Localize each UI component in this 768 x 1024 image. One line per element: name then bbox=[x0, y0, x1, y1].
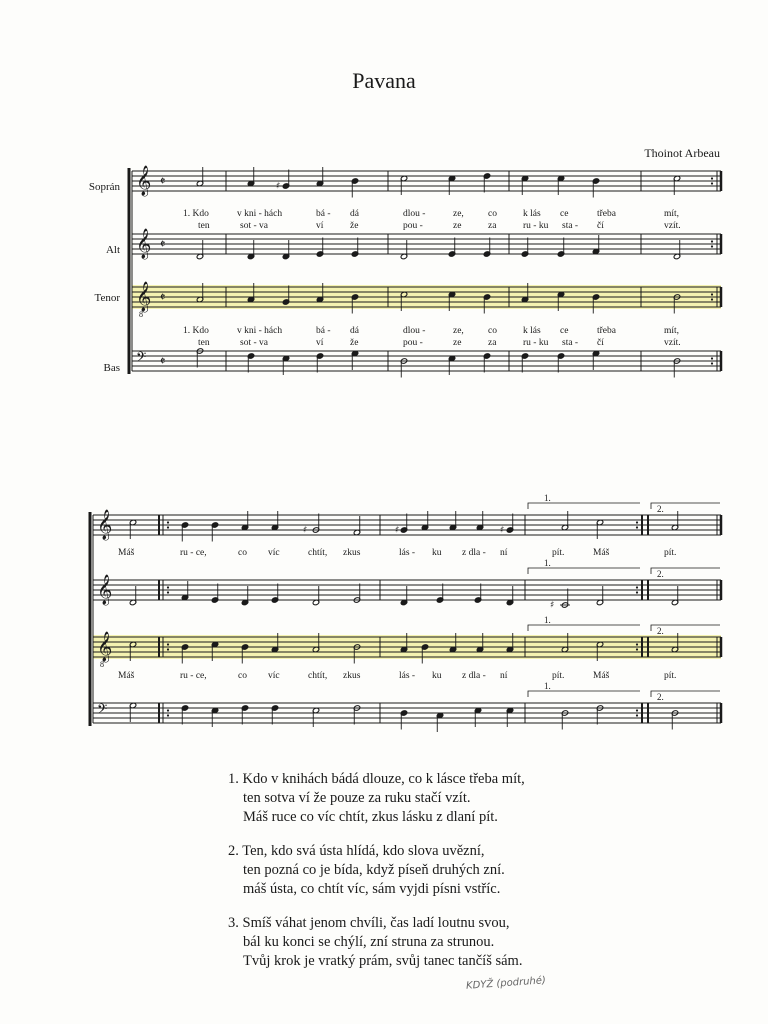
sharp-icon: ♯ bbox=[395, 525, 400, 536]
volta-label: 1. bbox=[544, 493, 551, 503]
lyric-syllable: sta - bbox=[562, 338, 579, 348]
lyric-syllable: že bbox=[350, 338, 359, 348]
verse-number: 3. bbox=[228, 915, 239, 931]
alto-note bbox=[282, 240, 289, 260]
alto-note bbox=[271, 584, 278, 604]
sharp-icon: ♯ bbox=[276, 181, 281, 192]
volta-bracket-1 bbox=[528, 691, 640, 697]
alto-note bbox=[596, 586, 603, 606]
soprano-note bbox=[421, 511, 428, 531]
soprano-note bbox=[129, 519, 136, 539]
lyric-syllable: čí bbox=[597, 338, 604, 348]
lyric-syllable: co bbox=[488, 326, 497, 336]
lyric-syllable: dlou - bbox=[403, 326, 426, 336]
tenor-clef-icon: 𝄞 bbox=[136, 282, 152, 312]
repeat-dot bbox=[636, 709, 638, 711]
treble-clef-icon: 𝄞 bbox=[136, 229, 152, 259]
alto-note bbox=[673, 240, 680, 260]
lyric-syllable: pít. bbox=[664, 671, 677, 681]
repeat-dot bbox=[167, 709, 169, 711]
lyric-syllable: vzít. bbox=[664, 338, 681, 348]
volta-label: 1. bbox=[544, 615, 551, 625]
repeat-dot bbox=[711, 293, 713, 295]
soprano-note bbox=[241, 511, 248, 531]
alto-note bbox=[483, 238, 490, 258]
alto-note bbox=[241, 586, 248, 606]
bass-note bbox=[316, 353, 323, 373]
alto-note bbox=[211, 584, 218, 604]
bass-note bbox=[211, 707, 218, 727]
repeat-dot bbox=[711, 362, 713, 364]
bass-note bbox=[312, 707, 319, 727]
verse-line: ten pozná co je bída, když píseň druhých zní. bbox=[243, 862, 505, 878]
volta-bracket-1 bbox=[528, 503, 640, 509]
soprano-note bbox=[506, 514, 513, 534]
lyric-syllable: co bbox=[238, 548, 247, 558]
voice-label-alto: Alt bbox=[105, 244, 120, 256]
lyric-syllable: co bbox=[488, 209, 497, 219]
lyric-syllable: ru - ce, bbox=[180, 671, 207, 681]
soprano-note bbox=[476, 511, 483, 531]
voice-label-bass: Bas bbox=[103, 362, 120, 374]
lyric-syllable: pít. bbox=[664, 548, 677, 558]
soprano-note bbox=[673, 175, 680, 195]
alto-note bbox=[474, 584, 481, 604]
repeat-dot bbox=[167, 591, 169, 593]
tenor-clef-icon: 𝄞 bbox=[97, 632, 113, 662]
time-signature-icon: 𝄵 bbox=[160, 174, 166, 188]
staff-system1-alto bbox=[132, 234, 721, 254]
verse-line: Smíš váhat jenom chvíli, čas ladí loutnu svou, bbox=[242, 915, 510, 931]
lyric-syllable: za bbox=[488, 338, 497, 348]
lyric-syllable: sot - va bbox=[240, 221, 268, 231]
lyric-syllable: lás - bbox=[399, 671, 416, 681]
lyric-syllable: ní bbox=[500, 671, 508, 681]
lyric-syllable: dá bbox=[350, 209, 359, 219]
lyric-syllable: 1. Kdo bbox=[183, 326, 209, 336]
verse-3 bbox=[228, 914, 525, 971]
verse-number: 2. bbox=[228, 843, 239, 859]
soprano-note bbox=[247, 167, 254, 187]
page-title: Pavana bbox=[352, 68, 416, 93]
soprano-note bbox=[400, 514, 407, 534]
verse-number: 1. bbox=[228, 771, 239, 787]
staff-system1-tenor bbox=[132, 285, 721, 309]
soprano-note bbox=[271, 511, 278, 531]
lyric-syllable: lás - bbox=[399, 548, 416, 558]
bass-note bbox=[241, 705, 248, 725]
lyric-syllable: k lás bbox=[523, 209, 541, 219]
octave-mark: 8 bbox=[139, 310, 143, 319]
bass-note bbox=[436, 712, 443, 732]
handwritten-note: KDYŽ (podruhé) bbox=[465, 975, 547, 992]
alto-note bbox=[671, 586, 678, 606]
soprano-note bbox=[448, 175, 455, 195]
repeat-dot bbox=[711, 245, 713, 247]
verse-line: máš ústa, co chtít víc, sám vyjdi písni vstříc. bbox=[243, 881, 501, 897]
soprano-note bbox=[671, 511, 678, 531]
verse-line: Máš ruce co víc chtít, zkus lásku z dlaní pít. bbox=[243, 809, 498, 825]
treble-clef-icon: 𝄞 bbox=[136, 166, 152, 196]
bass-note bbox=[247, 353, 254, 373]
soprano-note bbox=[483, 173, 490, 193]
lyric-syllable: sta - bbox=[562, 221, 579, 231]
lyric-syllable: chtít, bbox=[308, 548, 328, 558]
lyric-syllable: ten bbox=[198, 338, 210, 348]
lyric-syllable: k lás bbox=[523, 326, 541, 336]
repeat-dot bbox=[167, 521, 169, 523]
bass-note bbox=[474, 707, 481, 727]
lyric-syllable: zkus bbox=[343, 548, 361, 558]
soprano-note bbox=[561, 511, 568, 531]
bass-clef-icon: 𝄢 bbox=[136, 349, 147, 368]
soprano-note bbox=[351, 178, 358, 198]
lyric-syllable: za bbox=[488, 221, 497, 231]
alto-note bbox=[448, 238, 455, 258]
voice-label-tenor: Tenor bbox=[94, 292, 120, 304]
repeat-dot bbox=[636, 526, 638, 528]
lyric-syllable: v kni - hách bbox=[237, 326, 283, 336]
repeat-dot bbox=[711, 182, 713, 184]
soprano-note bbox=[181, 522, 188, 542]
lyric-syllable: ru - ce, bbox=[180, 548, 207, 558]
soprano-note bbox=[596, 519, 603, 539]
repeat-dot bbox=[167, 526, 169, 528]
alto-note bbox=[436, 584, 443, 604]
lyric-syllable: vzít. bbox=[664, 221, 681, 231]
volta-label: 2. bbox=[657, 626, 664, 636]
time-signature-icon: 𝄵 bbox=[160, 354, 166, 368]
repeat-dot bbox=[636, 521, 638, 523]
lyric-syllable: ten bbox=[198, 221, 210, 231]
lyric-syllable: ce bbox=[560, 326, 569, 336]
repeat-dot bbox=[167, 714, 169, 716]
lyric-syllable: víc bbox=[268, 671, 280, 681]
lyric-syllable: 1. Kdo bbox=[183, 209, 209, 219]
volta-bracket-1 bbox=[528, 568, 640, 574]
lyric-syllable: ru - ku bbox=[523, 221, 549, 231]
repeat-dot bbox=[636, 643, 638, 645]
lyric-syllable: ku bbox=[432, 671, 442, 681]
bass-note bbox=[506, 707, 513, 727]
treble-clef-icon: 𝄞 bbox=[97, 575, 113, 605]
lyric-syllable: Máš bbox=[118, 671, 135, 681]
alto-note bbox=[506, 586, 513, 606]
soprano-note bbox=[521, 175, 528, 195]
verse-line: bál ku konci se chýlí, zní struna za strunou. bbox=[243, 934, 495, 950]
repeat-dot bbox=[167, 586, 169, 588]
alto-note bbox=[196, 240, 203, 260]
lyric-syllable: chtít, bbox=[308, 671, 328, 681]
lyric-syllable: ní bbox=[500, 548, 508, 558]
alto-note bbox=[351, 238, 358, 258]
bass-note bbox=[351, 350, 358, 370]
staff-system1-bass bbox=[132, 351, 721, 371]
alto-note bbox=[400, 586, 407, 606]
bass-note bbox=[592, 350, 599, 370]
sharp-icon: ♯ bbox=[550, 600, 555, 611]
lyric-syllable: dlou - bbox=[403, 209, 426, 219]
soprano-note bbox=[592, 178, 599, 198]
volta-label: 2. bbox=[657, 569, 664, 579]
soprano-note bbox=[400, 175, 407, 195]
soprano-note bbox=[316, 167, 323, 187]
verse-line: Ten, kdo svá ústa hlídá, kdo slova uvězní, bbox=[242, 843, 485, 859]
repeat-dot bbox=[711, 240, 713, 242]
repeat-dot bbox=[711, 177, 713, 179]
bass-note bbox=[129, 702, 136, 722]
repeat-dot bbox=[636, 586, 638, 588]
time-signature-icon: 𝄵 bbox=[160, 237, 166, 251]
staff-system1-soprano bbox=[132, 171, 721, 191]
alto-note bbox=[316, 238, 323, 258]
lyric-syllable: Máš bbox=[593, 548, 610, 558]
repeat-dot bbox=[167, 648, 169, 650]
sharp-icon: ♯ bbox=[303, 525, 308, 536]
time-signature-icon: 𝄵 bbox=[160, 290, 166, 304]
lyric-syllable: ze, bbox=[453, 209, 464, 219]
repeat-dot bbox=[636, 648, 638, 650]
sharp-icon: ♯ bbox=[500, 525, 505, 536]
volta-bracket-1 bbox=[528, 625, 640, 631]
composer-name: Thoinot Arbeau bbox=[644, 146, 720, 160]
lyric-syllable: třeba bbox=[597, 326, 616, 336]
soprano-note bbox=[449, 511, 456, 531]
lyric-syllable: bá - bbox=[316, 209, 331, 219]
lyric-syllable: víc bbox=[268, 548, 280, 558]
repeat-dot bbox=[636, 714, 638, 716]
soprano-note bbox=[196, 167, 203, 187]
bass-note bbox=[400, 710, 407, 730]
lyric-syllable: sot - va bbox=[240, 338, 268, 348]
repeat-dot bbox=[636, 591, 638, 593]
lyric-syllable: ze bbox=[453, 338, 462, 348]
soprano-note bbox=[557, 175, 564, 195]
lyric-syllable: pít. bbox=[552, 671, 565, 681]
lyric-syllable: z dla - bbox=[462, 548, 486, 558]
bass-note bbox=[181, 705, 188, 725]
lyric-syllable: mít, bbox=[664, 326, 680, 336]
lyric-syllable: pou - bbox=[403, 338, 423, 348]
soprano-note bbox=[211, 522, 218, 542]
alto-note bbox=[592, 235, 599, 255]
volta-label: 2. bbox=[657, 504, 664, 514]
lyric-syllable: ru - ku bbox=[523, 338, 549, 348]
volta-label: 1. bbox=[544, 681, 551, 691]
alto-note bbox=[312, 586, 319, 606]
alto-note bbox=[557, 238, 564, 258]
verse-2 bbox=[228, 842, 525, 899]
lyric-syllable: ku bbox=[432, 548, 442, 558]
lyric-syllable: dá bbox=[350, 326, 359, 336]
volta-label: 2. bbox=[657, 692, 664, 702]
bass-note bbox=[271, 705, 278, 725]
lyric-syllable: třeba bbox=[597, 209, 616, 219]
alto-note bbox=[400, 240, 407, 260]
treble-clef-icon: 𝄞 bbox=[97, 510, 113, 540]
soprano-note bbox=[282, 170, 289, 190]
octave-mark: 8 bbox=[100, 660, 104, 669]
lyric-syllable: ze bbox=[453, 221, 462, 231]
repeat-dot bbox=[711, 357, 713, 359]
lyric-syllable: že bbox=[350, 221, 359, 231]
verse-line: Kdo v knihách bádá dlouze, co k lásce třeba mít, bbox=[242, 771, 525, 787]
lyric-syllable: ce bbox=[560, 209, 569, 219]
soprano-note bbox=[353, 516, 360, 536]
verses-block bbox=[228, 770, 525, 986]
lyric-syllable: z dla - bbox=[462, 671, 486, 681]
voice-label-soprano: Soprán bbox=[88, 181, 120, 193]
lyric-syllable: ze, bbox=[453, 326, 464, 336]
bass-note bbox=[483, 353, 490, 373]
lyric-syllable: zkus bbox=[343, 671, 361, 681]
lyric-syllable: co bbox=[238, 671, 247, 681]
lyric-syllable: v kni - hách bbox=[237, 209, 283, 219]
lyric-syllable: pou - bbox=[403, 221, 423, 231]
lyric-syllable: bá - bbox=[316, 326, 331, 336]
bass-note bbox=[557, 353, 564, 373]
lyric-syllable: pít. bbox=[552, 548, 565, 558]
volta-label: 1. bbox=[544, 558, 551, 568]
lyric-syllable: mít, bbox=[664, 209, 680, 219]
bass-clef-icon: 𝄢 bbox=[97, 701, 108, 720]
lyric-syllable: ví bbox=[316, 221, 324, 231]
verse-line: ten sotva ví že pouze za ruku stačí vzít. bbox=[243, 790, 471, 806]
repeat-dot bbox=[167, 643, 169, 645]
lyric-syllable: Máš bbox=[118, 548, 135, 558]
bass-note bbox=[448, 355, 455, 375]
alto-note bbox=[181, 581, 188, 601]
alto-note bbox=[247, 240, 254, 260]
alto-note bbox=[129, 586, 136, 606]
bass-note bbox=[282, 355, 289, 375]
alto-note bbox=[521, 238, 528, 258]
lyric-syllable: Máš bbox=[593, 671, 610, 681]
verse-1 bbox=[228, 770, 525, 827]
alto-note bbox=[560, 589, 570, 609]
repeat-dot bbox=[711, 298, 713, 300]
verse-line: Tvůj krok je vratký prám, svůj tanec tančíš sám. bbox=[243, 953, 523, 969]
bass-note bbox=[521, 353, 528, 373]
lyric-syllable: čí bbox=[597, 221, 604, 231]
lyric-syllable: ví bbox=[316, 338, 324, 348]
